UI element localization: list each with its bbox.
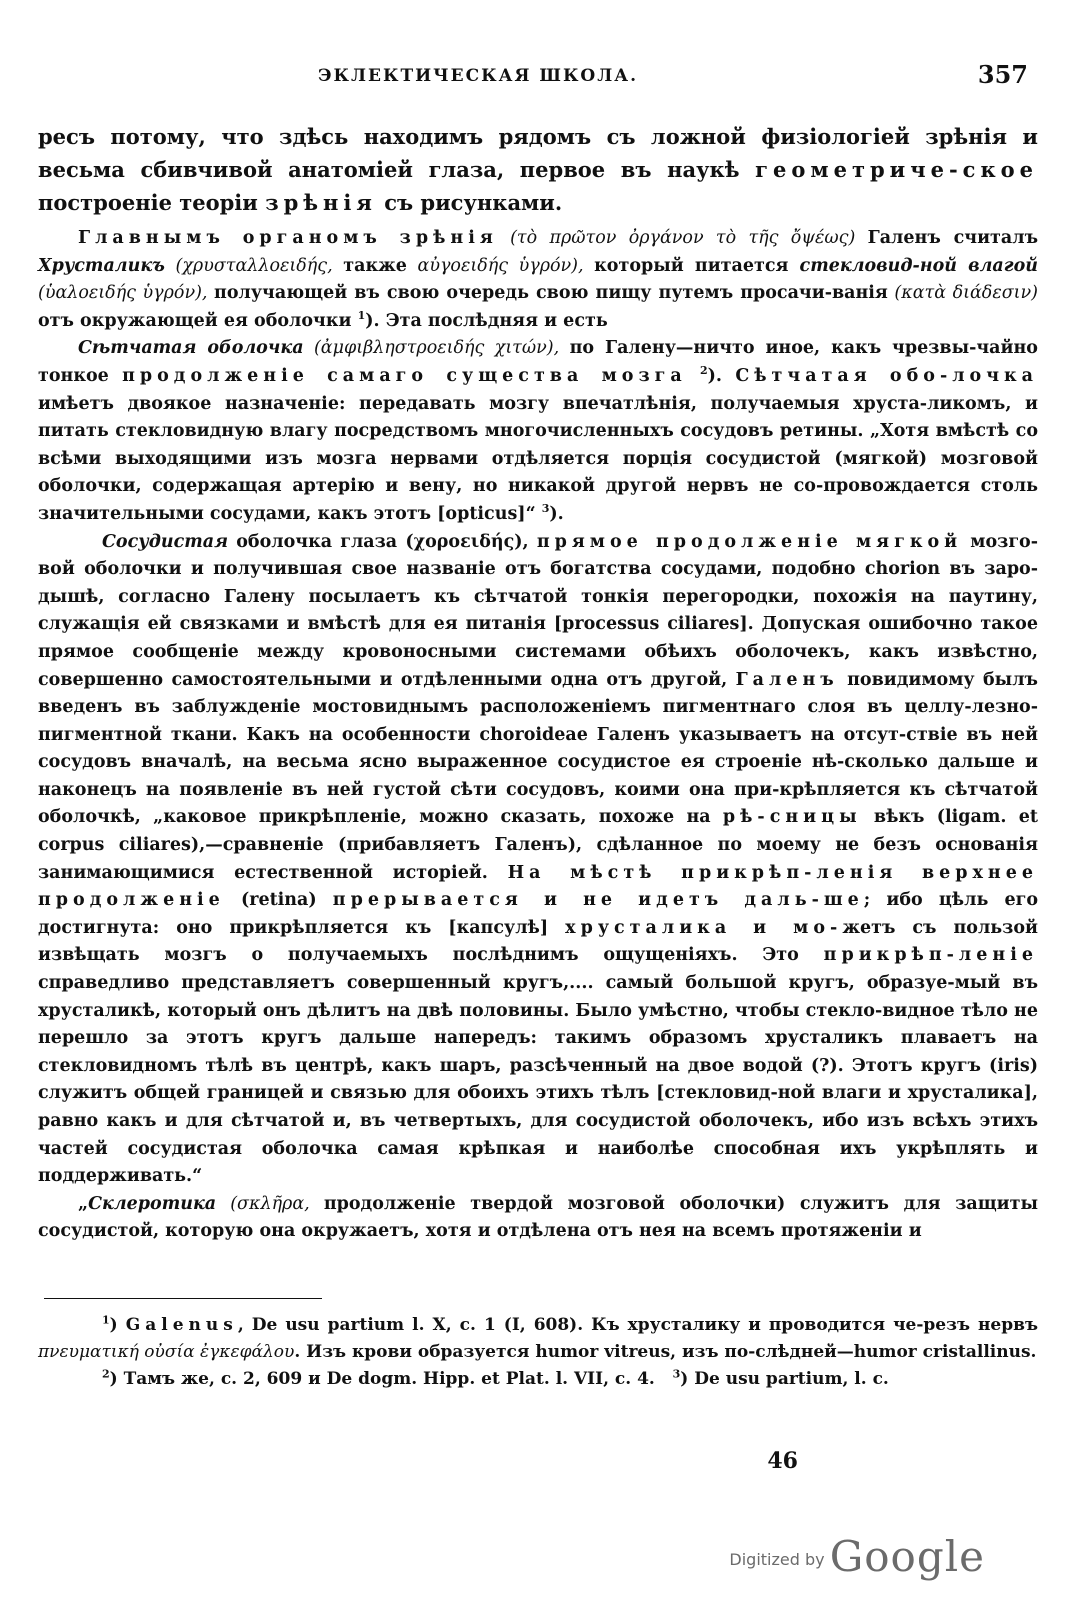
google-logo: Google — [829, 1532, 985, 1581]
footnote-2-3: $^2$) Тамъ же, с. 2, 609 и De dogm. Hipp. et Plat. l. VII, c. 4. $^3$) De usu partium, l. c. — [102, 1367, 889, 1389]
book-page — [38, 0, 1038, 1600]
paragraph-1: ресъ потому, что здѣсь находимъ рядомъ съ ложной физіологіей зрѣнія и весьма сбивчивой анатоміей глаза, первое въ наукѣ геометриче-ское построеніе теоріи зрѣнія съ рисунками. — [38, 124, 1038, 215]
running-head: ЭКЛЕКТИЧЕСКАЯ ШКОЛА. — [318, 66, 639, 86]
paragraph-4: Сосудистая оболочка глаза (χοροειδής), прямое продолженіе мягкой мозго-вой оболочки и получившая свое названіе отъ богатства сосудами, подобно chorion въ заро-дышѣ, согласно Галену посылаетъ къ сѣтчатой тонкія перегородки, похожія на паутину, служащія ей связками и вмѣстѣ для ея питанія [processus ciliares]. Допуская ошибочно такое прямое сообщеніе между кровоносными системами обѣихъ оболочекъ, какъ извѣстно, совершенно самостоятельными и отдѣленными одна отъ другой, Галенъ повидимому былъ введенъ въ заблужденіе мостовиднымъ расположеніемъ пигментнаго слоя въ целлу-лезно-пигментной ткани. Какъ на особенности choroideae Галенъ указываетъ на отсут-ствіе въ ней сосудовъ вначалѣ, на весьма ясно выраженное сосудистое ея строеніе нѣ-сколько дальше и наконецъ на появленіе въ ней густой сѣти сосудовъ, коими она при-крѣпляется къ сѣтчатой оболочкѣ, „каковое прикрѣпленіе, можно сказать, похоже на рѣ-сницы вѣкъ (ligam. et corpus ciliares),—сравненіе (прибавляетъ Галенъ), сдѣланное по моему не безъ основанія занимающимися естественной исторіей. На мѣстѣ прикрѣп-ленія верхнее продолженіе (retina) прерывается и не идетъ даль-ше; ибо цѣль его достигнута: оно прикрѣпляется къ [капсулѣ] хрусталика и мо-жетъ съ пользой извѣщать мозгъ о получаемыхъ послѣднимъ ощущеніяхъ. Это прикрѣп-леніе справедливо представляетъ совершенный кругъ,.... самый большой кругъ, образуе-мый въ хрусталикѣ, который онъ дѣлитъ на двѣ половины. Было умѣстно, чтобы стекло-видное тѣло не перешло за этотъ кругъ дальше напередъ: такимъ образомъ хрусталикъ плаваетъ на стекловидномъ тѣлѣ въ центрѣ, какъ шаръ, разсѣченный на двое водой (?). Этотъ кругъ (iris) служитъ общей границей и связью для обоихъ этихъ тѣлъ [стекловид-ной влаги и хрусталика], равно какъ и для сѣтчатой и, въ четвертыхъ, для сосудистой оболочекъ, ибо изъ всѣхъ этихъ частей сосудистая оболочка самая крѣпкая и наиболѣе способная ихъ укрѣплять и поддерживать.“ — [38, 531, 1039, 1187]
digitized-by-watermark — [729, 1532, 985, 1581]
paragraph-5: „Склеротика (σκλῆρα, продолженіе твердой мозговой оболочки) служитъ для защиты сосудистой, которую она окружаетъ, хотя и отдѣлена отъ нея на всемъ протяженіи и — [38, 1193, 1038, 1242]
paragraph-2: Главнымъ органомъ зрѣнія (τὸ πρῶτον ὀργάνον τὸ τῆς ὄψέως) Галенъ считалъ Хрусталикъ (χρυσταλλοειδής, также αὐγοειδής ὑγρόν), который питается стекловид-ной влагой (ὑαλοειδής ὑγρόν), получающей въ свою очередь свою пищу путемъ просачи-ванія (κατὰ διάδεσιν) отъ окружающей ея оболочки $^1$). Эта послѣдняя и есть — [38, 228, 1038, 331]
footnote-1: $^1$) Galenus, De usu partium l. X, c. 1 (I, 608). Къ хрусталику и проводится че-резъ нервъ πνευματική οὐσία ἐγκεφάλου. Изъ крови образуется humor vitreus, изъ по-слѣдней—humor cristallinus. — [38, 1313, 1038, 1362]
signature-mark: 46 — [767, 1448, 798, 1474]
digitized-by-label: Digitized by — [729, 1550, 825, 1569]
paragraph-3: Сѣтчатая оболочка (ἀμφιβληστροειδής χιτών), по Галену—ничто иное, какъ чрезвы-чайно тонкое продолженіе самаго существа мозга $^2$). Сѣтчатая обо-лочка имѣетъ двоякое назначеніе: передавать мозгу впечатлѣнія, получаемыя хруста-ликомъ, и питать стекловидную влагу посредствомъ многочисленныхъ сосудовъ ретины. „Хотя вмѣстѣ со всѣми выходящими изъ мозга нервами отдѣляется порція сосудистой (мягкой) мозговой оболочки, содержащая артерію и вену, но никакой другой нервъ не со-провождается столь значительными сосудами, какъ этотъ [opticus]“ $^3$). — [38, 338, 1039, 524]
page-header — [38, 60, 1038, 96]
footnotes — [38, 1312, 1038, 1393]
page-number: 357 — [977, 60, 1028, 89]
footnote-divider — [44, 1298, 322, 1299]
main-text — [38, 120, 1038, 1246]
